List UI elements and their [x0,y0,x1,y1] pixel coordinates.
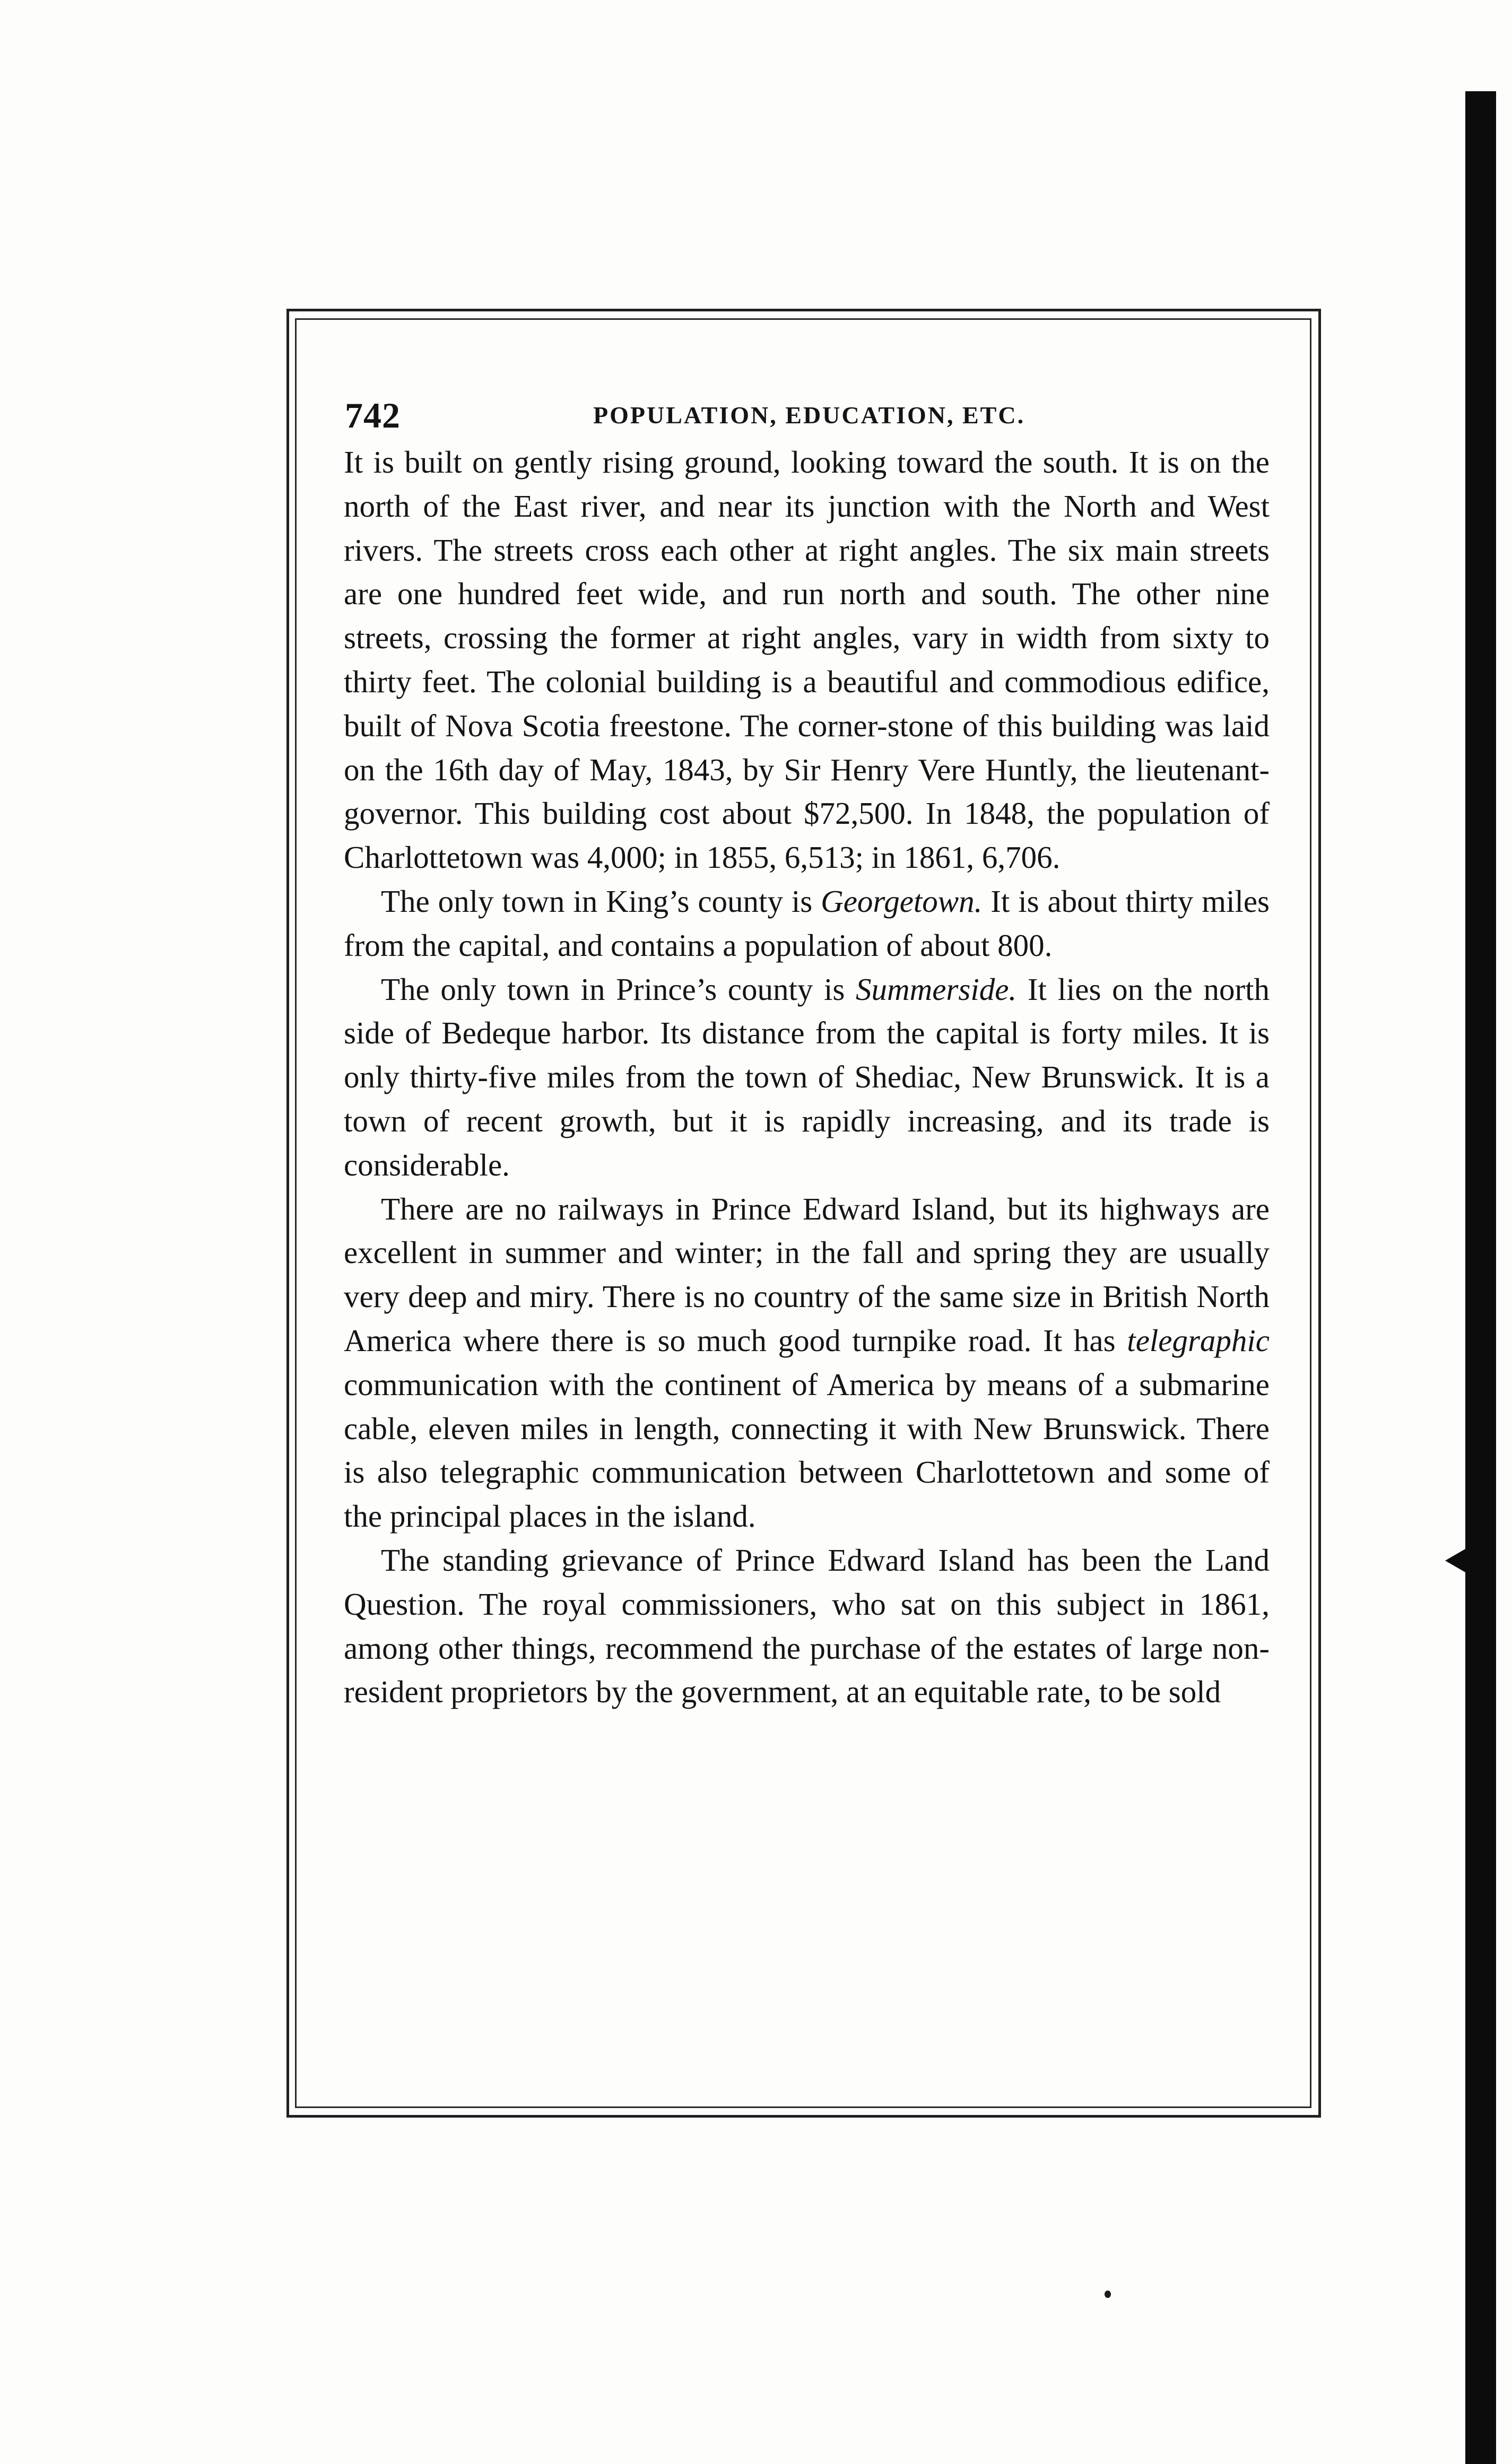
italic-term: telegraphic [1127,1322,1270,1358]
paragraph-land-question [344,1538,1270,1714]
text-segment: It is about thirty miles from the capital, and contains a population of about 800. [344,883,1270,963]
paragraph-summerside [344,968,1270,1187]
margin-arrow-mark [1445,1549,1465,1572]
paragraph-charlottetown [344,440,1270,880]
text-segment: It lies on the north side of Bedeque harbor. Its distance from the capital is forty miles. It is only thirty-five miles from the town of Shediac, New Brunswick. It is a town of recent growth, but it is rapidly increasing, and its trade is considerable. [344,971,1270,1182]
paragraph-railways [344,1187,1270,1538]
text-segment: The only town in Prince’s county is [381,971,856,1007]
text-segment: communication with the continent of America by means of a submarine cable, eleven miles in length, connecting it with New Brunswick. There is also telegraphic communication between Charlottetown and some of the principal places in the island. [344,1366,1270,1534]
text-segment: It is built on gently rising ground, looking toward the south. It is on the north of the East river, and near its junction with the North and West rivers. The streets cross each other at right angles. The six main streets are one hundred feet wide, and run north and south. The other nine streets, crossing the former at right angles, vary in width from sixty to thirty feet. The colonial building is a beautiful and commodious edifice, built of Nova Scotia freestone. The corner-stone of this building was laid on the 16th day of May, 1843, by Sir Henry Vere Huntly, the lieutenant-governor. This building cost about $72,500. In 1848, the population of Charlottetown was 4,000; in 1855, 6,513; in 1861, 6,706. [344,445,1270,875]
running-head: POPULATION, EDUCATION, ETC. [593,402,1026,429]
text-segment: There are no railways in Prince Edward Island, but its highways are excellent in summer and winter; in the fall and spring they are usually very deep and miry. There is no country of the same size in British North America where there is so much good turnpike road. It has [344,1191,1270,1358]
ink-dot-mark [1105,2291,1111,2298]
italic-place-name: Summerside. [856,971,1017,1007]
page-header [344,387,1270,440]
page-number: 742 [345,395,401,436]
text-segment: The only town in King’s county is [381,883,821,919]
paragraph-georgetown [344,880,1270,968]
text-segment: The standing grievance of Prince Edward Island has been the Land Question. The royal commissioners, who sat on this subject in 1861, among other things, recommend the purchase of the estates of large non-resident proprietors by the government, at an equitable rate, to be sold [344,1542,1270,1710]
page-body [344,387,1270,1714]
italic-place-name: Georgetown. [821,883,983,919]
page-edge-shadow [1465,91,1496,2464]
